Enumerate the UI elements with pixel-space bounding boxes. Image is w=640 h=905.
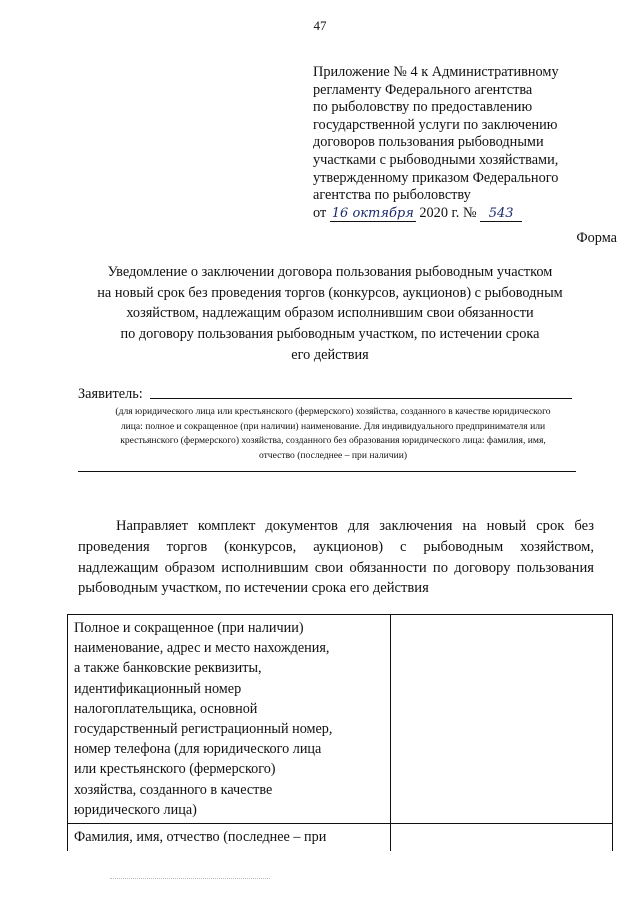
note-line: лица: полное и сокращенное (при наличии) наименование. Для индивидуального предпринимателя или [120, 420, 546, 432]
appendix-line: участками с рыбоводными хозяйствами, [313, 151, 559, 168]
note-line: отчество (последнее – при наличии) [258, 449, 408, 461]
body-paragraph [78, 516, 594, 599]
table-row [68, 615, 613, 824]
note-line: крестьянского (фермерского) хозяйства, созданного без образования юридического лица: фамилия, имя, [120, 435, 546, 447]
appendix-line: Приложение № 4 к Административному [313, 64, 559, 80]
cell-line: Фамилия, имя, отчество (последнее – при [74, 829, 327, 846]
title-line: его действия [291, 346, 369, 363]
cell-line: номер телефона (для юридического лица [74, 741, 322, 758]
table-label-cell [68, 615, 391, 824]
appendix-line: договоров пользования рыбоводными [313, 134, 544, 151]
title-line: по договору пользования рыбоводным участком, по истечении срока [120, 326, 540, 343]
cell-line: юридического лица) [74, 801, 197, 818]
date-prefix: от [313, 204, 327, 221]
body-line: надлежащим образом исполнившим свои обязанности по договору пользования [78, 559, 594, 576]
cell-line: налогоплательщика, основной [74, 700, 258, 717]
appendix-header [313, 64, 603, 222]
handwritten-date: 16 октября [331, 205, 414, 221]
title-line: хозяйством, надлежащим образом исполнившим свои обязанности [126, 305, 534, 322]
order-date-line [313, 205, 603, 223]
applicant-info-table [67, 614, 613, 851]
note-line: (для юридического лица или крестьянского (фермерского) хозяйства, созданного в качестве юридического [115, 406, 551, 417]
document-title [60, 262, 600, 366]
year-number-label: 2020 г. № [419, 204, 477, 221]
table-row [68, 824, 613, 852]
body-line: рыбоводным участком, по истечении срока его действия [78, 580, 429, 597]
cell-line: а также банковские реквизиты, [74, 660, 262, 677]
applicant-note [78, 405, 588, 463]
separator-line [78, 471, 576, 472]
appendix-line: утвержденному приказом Федерального [313, 169, 559, 186]
scan-artifact-dots [110, 878, 270, 879]
title-line: на новый срок без проведения торгов (конкурсов, аукционов) с рыбоводным [97, 284, 563, 301]
appendix-line: регламенту Федерального агентства [313, 81, 533, 98]
cell-line: наименование, адрес и место нахождения, [74, 640, 330, 657]
form-label: Форма [576, 230, 617, 246]
body-line: проведения торгов (конкурсов, аукционов) с рыбоводным хозяйством, [78, 538, 594, 555]
applicant-label: Заявитель: [78, 386, 143, 402]
cell-line: Полное и сокращенное (при наличии) [74, 620, 304, 636]
table-value-cell[interactable] [390, 824, 612, 852]
applicant-input-line[interactable] [150, 398, 572, 399]
cell-line: хозяйства, созданного в качестве [74, 781, 273, 798]
appendix-line: государственной услуги по заключению [313, 116, 558, 133]
cell-line: государственный регистрационный номер, [74, 721, 333, 738]
table-label-cell [68, 824, 391, 852]
title-line: Уведомление о заключении договора пользования рыбоводным участком [107, 264, 553, 280]
handwritten-order-number: 543 [480, 207, 522, 222]
cell-line: идентификационный номер [74, 680, 242, 697]
body-line: Направляет комплект документов для заключения на новый срок без [116, 518, 594, 534]
table-value-cell[interactable] [390, 615, 612, 824]
appendix-line: по рыболовству по предоставлению [313, 99, 533, 116]
cell-line: или крестьянского (фермерского) [74, 761, 276, 778]
page-number: 47 [313, 18, 327, 33]
appendix-line: агентства по рыболовству [313, 187, 471, 204]
